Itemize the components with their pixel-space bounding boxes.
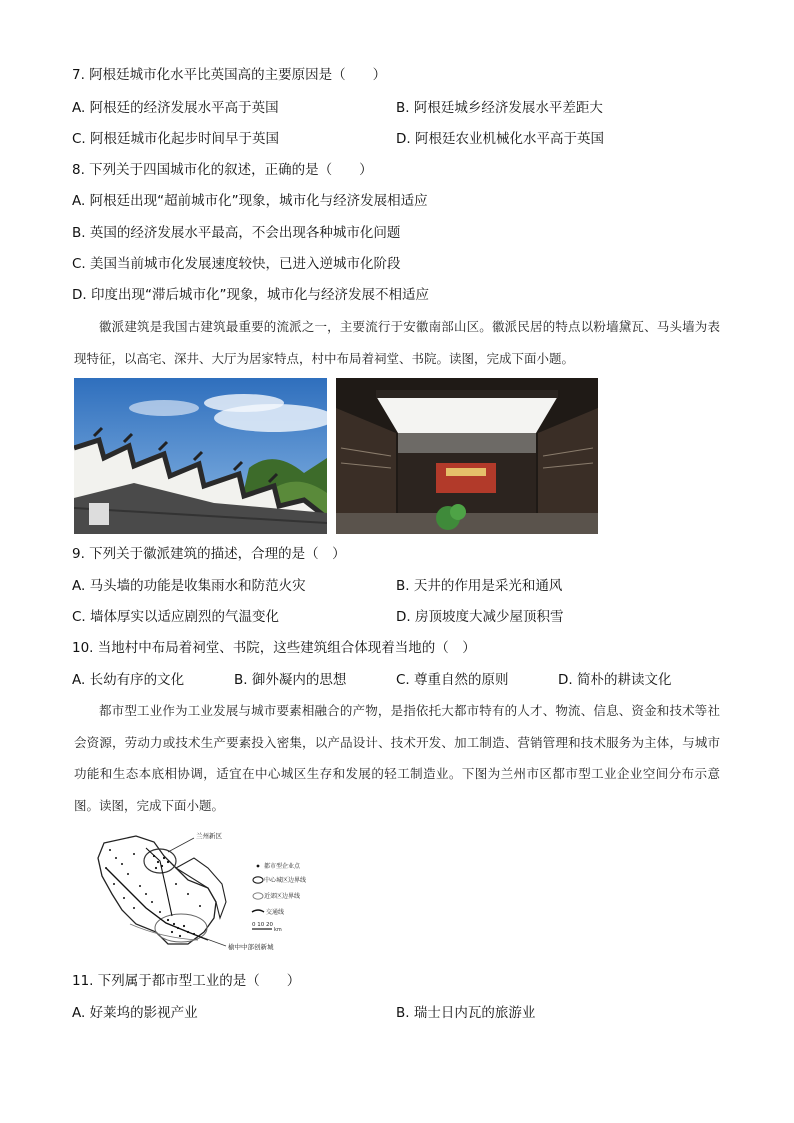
map-label-innovation-city: 榆中中部创新城 <box>228 943 274 951</box>
q8-option-d: D. 印度出现“滞后城市化”现象，城市化与经济发展不相适应 <box>72 287 429 303</box>
q11-option-a: A. 好莱坞的影视产业 <box>72 1005 198 1021</box>
q9-option-b: B. 天井的作用是采光和通风 <box>396 578 563 594</box>
map-scale-unit: km <box>274 927 282 933</box>
legend-transport-symbol <box>252 910 264 912</box>
q8-option-b: B. 英国的经济发展水平最高，不会出现各种城市化问题 <box>72 225 401 241</box>
q10-option-b: B. 御外凝内的思想 <box>234 672 347 688</box>
q11-stem: 11. 下列属于都市型工业的是（ ） <box>72 973 301 989</box>
map-label-new-district: 兰州新区 <box>196 832 222 840</box>
q7-stem: 7. 阿根廷城市化水平比英国高的主要原因是（ ） <box>72 67 387 83</box>
q8-stem: 8. 下列关于四国城市化的叙述，正确的是（ ） <box>72 162 373 178</box>
q9-option-d: D. 房顶坡度大减少屋顶积雪 <box>396 609 564 625</box>
passage-huizhou: 徽派建筑是我国古建筑最重要的流派之一，主要流行于安徽南部山区。徽派民居的特点以粉墙黛瓦、马头墙为表现特征，以高宅、深井、大厅为居家特点，村中布局着祠堂、书院。读图，完成下面小题。 <box>74 319 720 366</box>
legend-suburb-boundary-symbol <box>253 893 263 899</box>
map-scale-numbers: 0 10 20 <box>252 922 273 928</box>
legend-center-boundary-label: 中心城区边界线 <box>264 877 306 884</box>
legend-suburb-boundary-label: 近郊区边界线 <box>264 893 301 900</box>
q9-option-c: C. 墙体厚实以适应剧烈的气温变化 <box>72 609 280 625</box>
q11-option-b: B. 瑞士日内瓦的旅游业 <box>396 1005 536 1021</box>
legend-enterprise-label: 都市型企业点 <box>264 863 301 870</box>
horse-head-wall-photo <box>74 378 327 534</box>
q7-option-d: D. 阿根廷农业机械化水平高于英国 <box>396 131 604 147</box>
q10-option-a: A. 长幼有序的文化 <box>72 672 185 688</box>
q7-option-c: C. 阿根廷城市化起步时间早于英国 <box>72 131 280 147</box>
passage-urban-industry: 都市型工业作为工业发展与城市要素相融合的产物，是指依托大都市特有的人才、物流、信息、资金和技术等社会资源，劳动力或技术生产要素投入密集，以产品设计、技术开发、加工制造、营销管理和技术服务为主体，与城市功能和生态本底相协调，适宜在中心城区生存和发展的轻工制造业。下图为兰州市区都市型工业企业空间分布示意图。读图，完成下面小题。 <box>74 703 720 813</box>
q9-option-a: A. 马头墙的功能是收集雨水和防范火灾 <box>72 578 306 594</box>
q8-option-c: C. 美国当前城市化发展速度较快，已进入逆城市化阶段 <box>72 256 401 272</box>
q10-stem: 10. 当地村中布局着祠堂、书院，这些建筑组合体现着当地的（ ） <box>72 640 476 656</box>
q7-option-b: B. 阿根廷城乡经济发展水平差距大 <box>396 100 603 116</box>
q8-option-a: A. 阿根廷出现“超前城市化”现象，城市化与经济发展相适应 <box>72 193 428 209</box>
lanzhou-industry-map <box>76 828 306 953</box>
q9-stem: 9. 下列关于徽派建筑的描述，合理的是（ ） <box>72 546 346 562</box>
q10-option-c: C. 尊重自然的原则 <box>396 672 509 688</box>
q10-option-d: D. 简朴的耕读文化 <box>558 672 672 688</box>
q7-option-a: A. 阿根廷的经济发展水平高于英国 <box>72 100 279 116</box>
courtyard-skywell-photo <box>336 378 598 534</box>
legend-transport-label: 交通线 <box>266 909 285 916</box>
legend-center-boundary-symbol <box>253 877 263 883</box>
legend-enterprise-dot <box>257 865 260 868</box>
